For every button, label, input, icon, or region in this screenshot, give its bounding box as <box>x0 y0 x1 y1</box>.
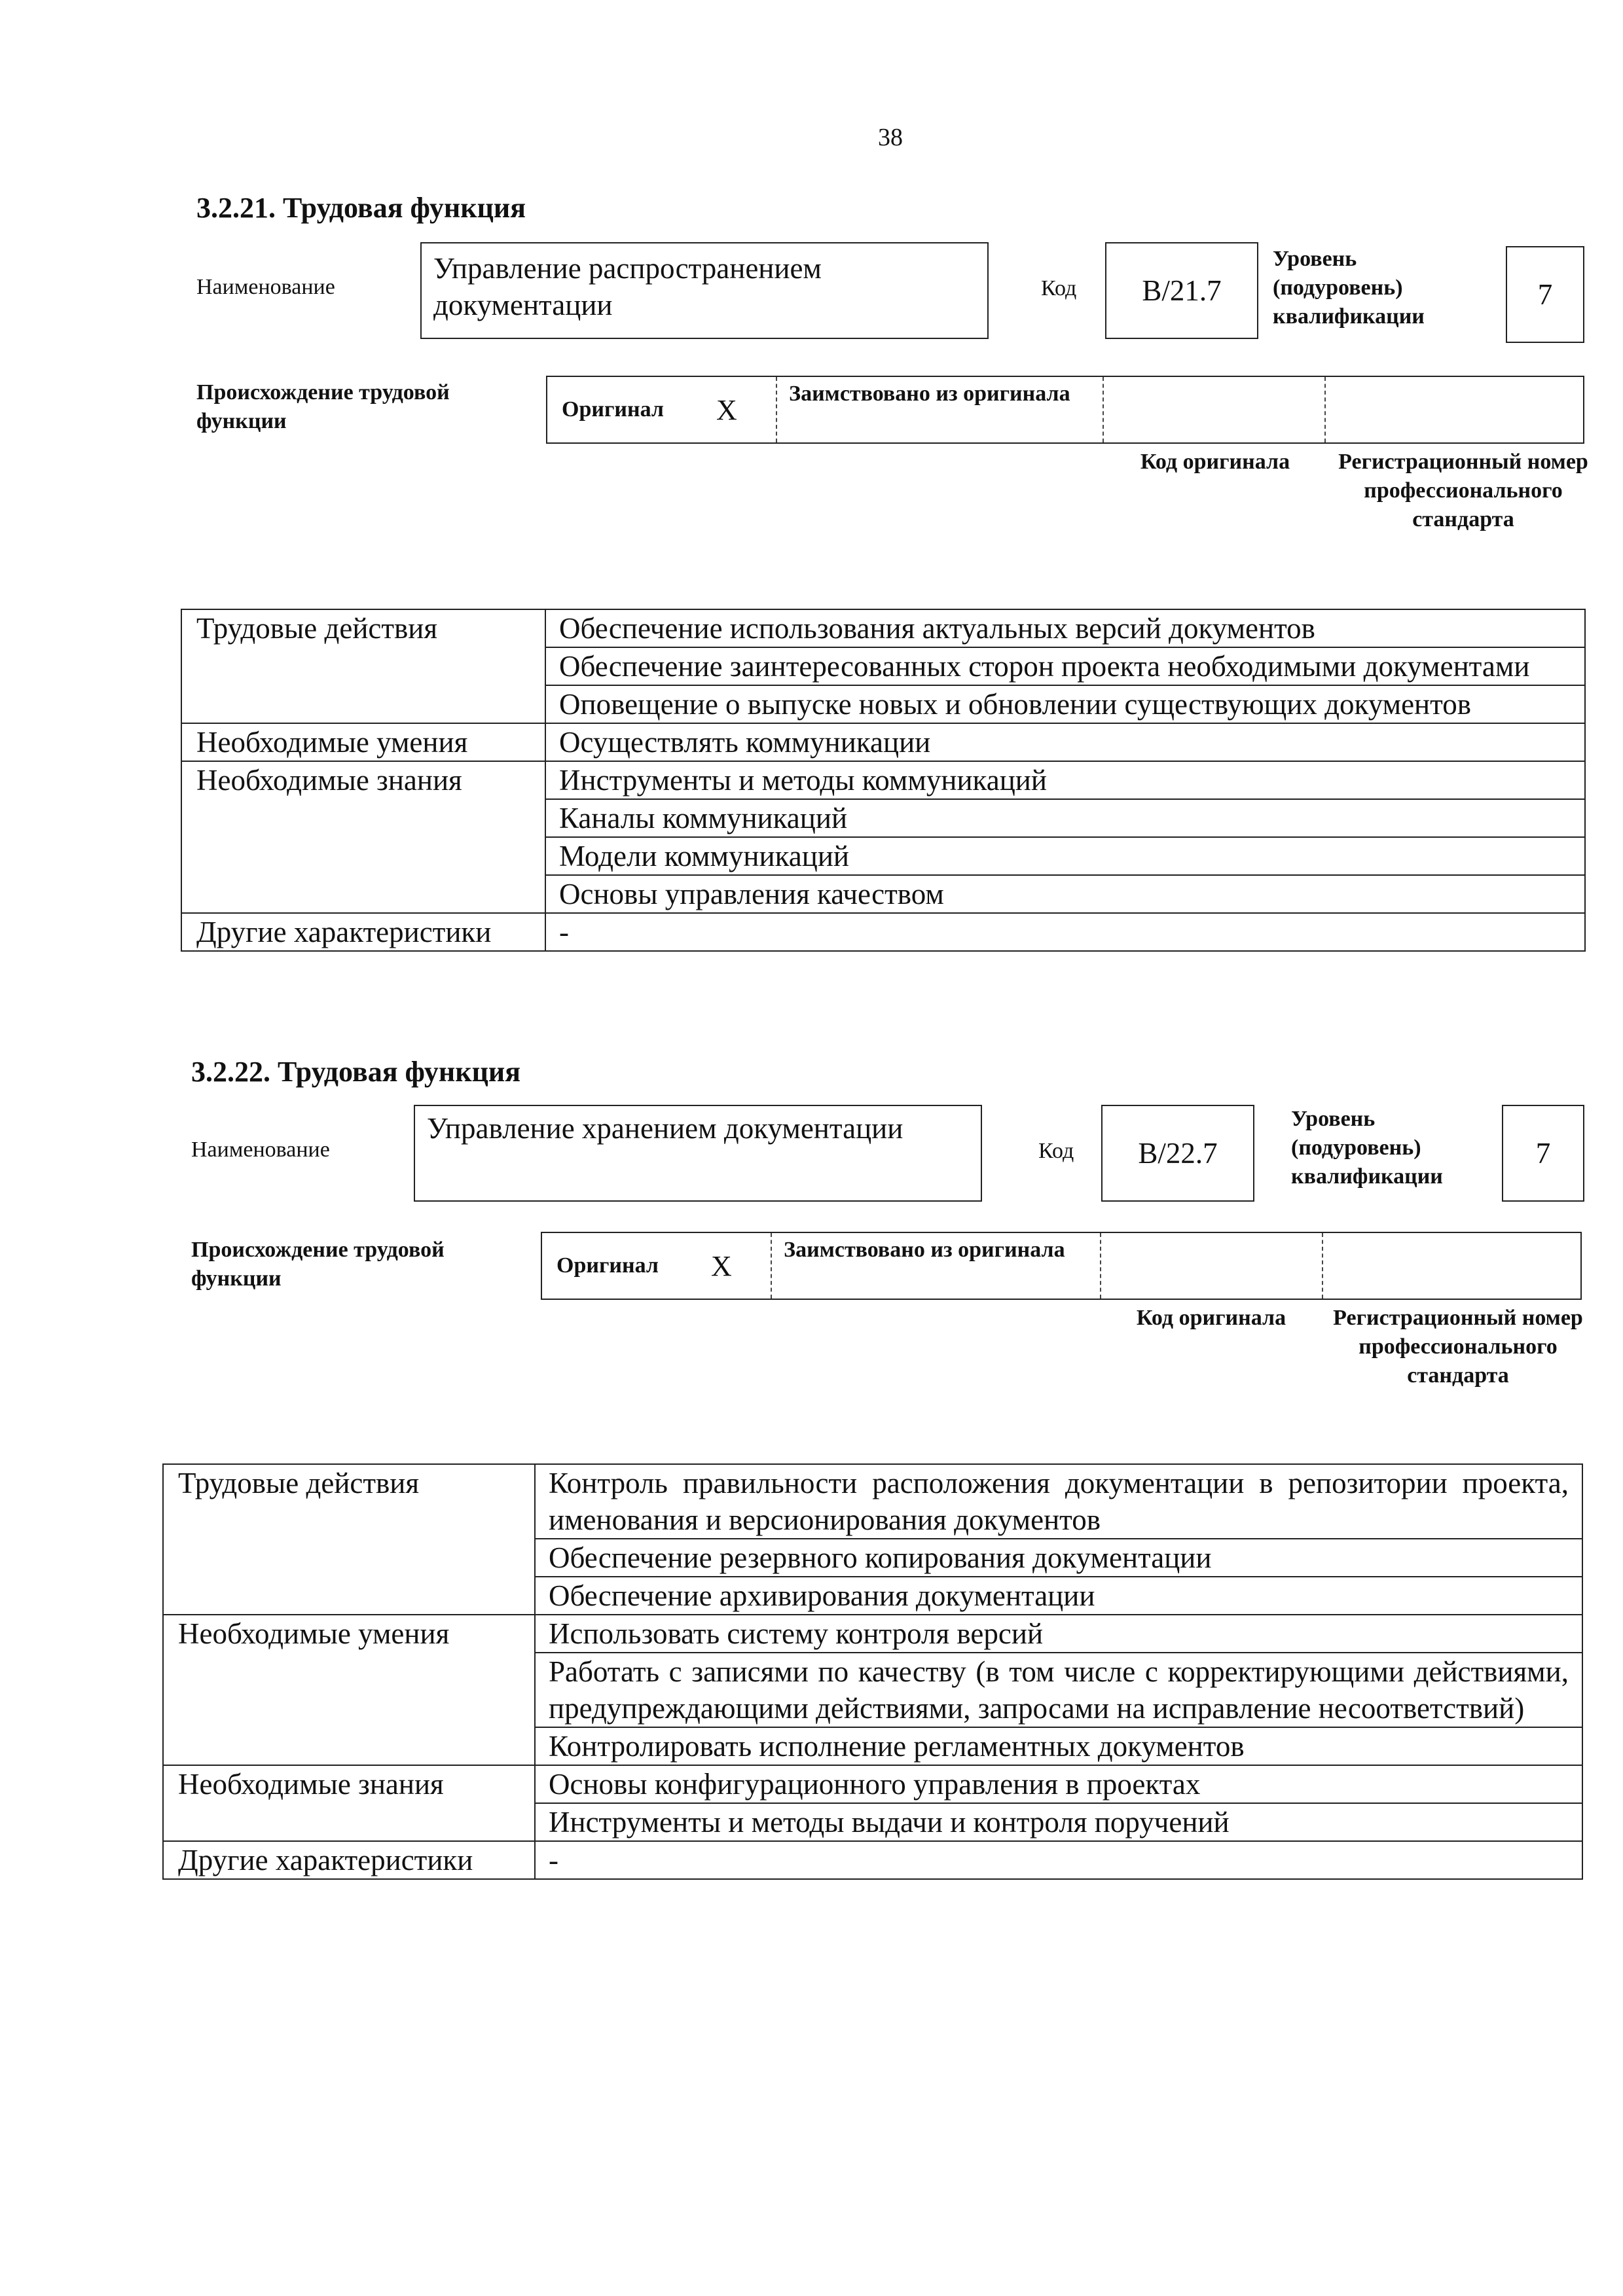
section-title: 3.2.22. Трудовая функция <box>191 1056 521 1088</box>
original-code-cell <box>1101 1233 1323 1299</box>
code-box <box>1105 242 1258 339</box>
level-box <box>1506 246 1584 343</box>
table-cell: Обеспечение заинтересованных сторон проекта необходимыми документами <box>545 647 1585 685</box>
borrowed-cell <box>777 377 1104 442</box>
level-box <box>1502 1105 1584 1202</box>
reg-number-caption: Регистрационный номер профессионального стандарта <box>1333 1306 1583 1388</box>
function-name: Управление хранением документации <box>427 1112 903 1145</box>
function-name: Управление распространением документации <box>433 252 822 321</box>
function-name-box <box>420 242 989 339</box>
original-code-cell <box>1104 377 1326 442</box>
borrowed-cell <box>772 1233 1101 1299</box>
row-label-actions: Трудовые действия <box>181 609 545 723</box>
table-cell: - <box>535 1841 1582 1879</box>
code-label: Код <box>1041 276 1077 300</box>
level-value: 7 <box>1535 1137 1551 1170</box>
name-label: Наименование <box>196 275 335 299</box>
original-cell <box>542 1233 772 1299</box>
name-label: Наименование <box>191 1138 330 1162</box>
table-cell: Контроль правильности расположения документации в репозитории проекта, именования и версионирования документов <box>535 1464 1582 1539</box>
code-box <box>1101 1105 1254 1202</box>
original-code-caption: Код оригинала <box>1136 1306 1286 1330</box>
code-value: B/22.7 <box>1138 1137 1218 1170</box>
table-cell: Обеспечение использования актуальных версий документов <box>545 609 1585 647</box>
original-code-caption: Код оригинала <box>1140 450 1290 474</box>
row-label-skills: Необходимые умения <box>181 723 545 761</box>
code-value: B/21.7 <box>1142 274 1222 307</box>
row-label-other: Другие характеристики <box>181 913 545 951</box>
level-label: Уровень (подуровень) квалификации <box>1291 1107 1443 1189</box>
original-cell <box>547 377 777 442</box>
section-title: 3.2.21. Трудовая функция <box>196 192 526 224</box>
function-table <box>181 609 1586 952</box>
table-cell: Основы конфигурационного управления в проектах <box>535 1765 1582 1803</box>
level-label: Уровень (подуровень) квалификации <box>1273 247 1425 329</box>
original-label: Оригинал <box>556 1253 659 1278</box>
original-mark: X <box>710 1249 732 1282</box>
origin-row <box>546 376 1584 444</box>
table-cell: Обеспечение резервного копирования документации <box>535 1539 1582 1577</box>
table-cell: Основы управления качеством <box>545 875 1585 913</box>
reg-number-cell <box>1326 377 1583 442</box>
function-name-box <box>414 1105 982 1202</box>
origin-label: Происхождение трудовой функции <box>191 1238 445 1291</box>
row-label-actions: Трудовые действия <box>163 1464 535 1615</box>
row-label-knowledge: Необходимые знания <box>181 761 545 913</box>
level-value: 7 <box>1537 278 1553 311</box>
table-cell: Контролировать исполнение регламентных документов <box>535 1727 1582 1765</box>
table-cell: Обеспечение архивирования документации <box>535 1577 1582 1615</box>
page-number: 38 <box>878 124 903 151</box>
row-label-knowledge: Необходимые знания <box>163 1765 535 1841</box>
reg-number-cell <box>1323 1233 1580 1299</box>
row-label-skills: Необходимые умения <box>163 1615 535 1765</box>
table-cell: Каналы коммуникаций <box>545 799 1585 837</box>
origin-label: Происхождение трудовой функции <box>196 380 450 433</box>
table-cell: Оповещение о выпуске новых и обновлении существующих документов <box>545 685 1585 723</box>
borrowed-label: Заимствовано из оригинала <box>784 1238 1065 1262</box>
table-cell: Инструменты и методы выдачи и контроля поручений <box>535 1803 1582 1841</box>
table-cell: Модели коммуникаций <box>545 837 1585 875</box>
table-cell: Осуществлять коммуникации <box>545 723 1585 761</box>
original-mark: X <box>716 393 737 426</box>
origin-row <box>541 1232 1582 1300</box>
borrowed-label: Заимствовано из оригинала <box>789 382 1070 406</box>
table-cell: Использовать систему контроля версий <box>535 1615 1582 1653</box>
table-cell: Работать с записями по качеству (в том числе с корректирующими действиями, предупреждающими действиями, запросами на исправление несоответствий) <box>535 1653 1582 1727</box>
reg-number-caption: Регистрационный номер профессионального стандарта <box>1338 450 1588 531</box>
row-label-other: Другие характеристики <box>163 1841 535 1879</box>
original-label: Оригинал <box>562 397 664 422</box>
table-cell: - <box>545 913 1585 951</box>
function-table <box>162 1463 1583 1880</box>
code-label: Код <box>1038 1139 1074 1163</box>
table-cell: Инструменты и методы коммуникаций <box>545 761 1585 799</box>
